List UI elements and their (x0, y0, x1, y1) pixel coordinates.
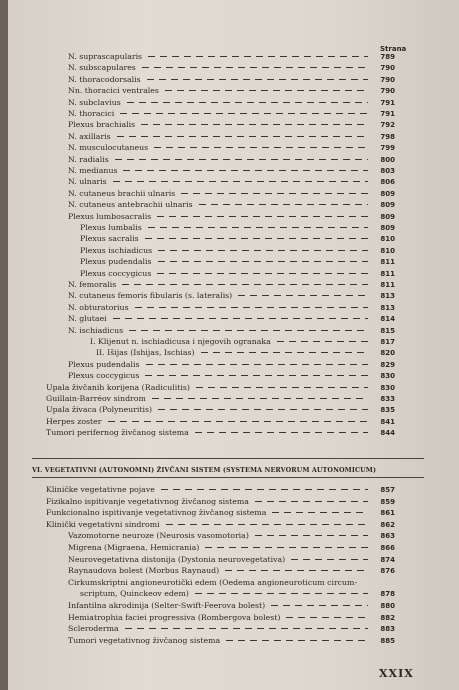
toc-entry (8, 624, 459, 634)
section-divider-bottom (32, 477, 424, 478)
toc-entry (8, 555, 459, 565)
toc-entry (8, 75, 459, 85)
toc-leader-dashes (141, 124, 368, 125)
toc-entry-title: Upala živčanih korijena (Radiculitis) (46, 382, 190, 392)
toc-leader-dashes (127, 102, 368, 103)
toc-entry-title: Plexus lumbalis (80, 223, 142, 232)
toc-entry-title: N. musculocutaneus (68, 143, 149, 153)
toc-leader-dashes (145, 375, 368, 376)
toc-entry (8, 120, 459, 130)
toc-entry (8, 212, 459, 222)
toc-entry (8, 405, 459, 415)
toc-entry-page: 820 (380, 349, 395, 358)
toc-entry (8, 428, 459, 438)
toc-entry (8, 636, 459, 646)
toc-entry-page: 790 (380, 64, 395, 73)
toc-leader-dashes (154, 147, 368, 148)
toc-leader-dashes (152, 398, 368, 399)
toc-entry-title: N. subscapulares (68, 63, 136, 73)
toc-leader-dashes (120, 113, 368, 114)
toc-entry-page: 876 (380, 567, 395, 576)
toc-leader-dashes (165, 90, 368, 91)
toc-leader-dashes (142, 67, 368, 68)
page-number: XXIX (379, 667, 414, 680)
toc-entry-page: 829 (380, 360, 395, 369)
toc-leader-dashes (166, 524, 368, 525)
toc-entry-page: 809 (380, 224, 395, 232)
toc-entry (8, 155, 459, 165)
toc-entry-title: I. Klijenut n. ischiadicusa i njegovih ogranaka (90, 337, 271, 346)
toc-entry-page: 813 (380, 292, 395, 301)
toc-leader-dashes (225, 570, 368, 571)
toc-entry-title: N. cutaneus brachii ulnaris (68, 188, 176, 198)
toc-leader-dashes (271, 605, 368, 606)
toc-entry-title: Plexus lumbosacralis (68, 211, 152, 221)
toc-entry (8, 303, 459, 313)
toc-entry-page: 791 (380, 98, 395, 107)
toc-entry-page: 792 (380, 121, 395, 130)
toc-entry-title: N. suprascapularis (68, 52, 143, 61)
toc-leader-dashes (125, 628, 368, 629)
toc-leader-dashes (199, 204, 368, 205)
toc-entry-page: 883 (380, 625, 395, 634)
toc-leader-dashes (148, 227, 368, 228)
toc-entry-page: 811 (380, 281, 395, 289)
toc-entry-page: 880 (380, 602, 395, 610)
toc-entry-title: Plexus pudendalis (80, 257, 152, 267)
toc-entry-page: 810 (380, 246, 395, 255)
toc-entry-title: Hemiatrophia faciei progressiva (Rombergova bolest) (68, 612, 281, 622)
toc-entry (8, 143, 459, 153)
toc-leader-dashes (226, 640, 368, 641)
toc-entry-page: 885 (380, 636, 395, 645)
toc-entry-page: 882 (380, 613, 395, 622)
toc-leader-dashes (196, 387, 368, 388)
toc-entry (8, 314, 459, 324)
toc-entry-page: 799 (380, 144, 395, 153)
toc-entry (8, 98, 459, 108)
toc-entry (8, 589, 459, 599)
section-heading: VI. VEGETATIVNI (AUTONOMNI) ŽIVČANI SISTEM (SYSTEMA NERVORUM AUTONOMICUM) (32, 466, 377, 474)
toc-leader-dashes (195, 432, 368, 433)
toc-entry-title: Vazomotorne neuroze (Neurosis vasomotoria) (68, 531, 249, 541)
toc-leader-dashes (113, 318, 368, 319)
toc-entry-page: 809 (380, 201, 395, 210)
toc-entry-page: 811 (380, 269, 395, 278)
toc-entry-title: Scleroderma (68, 624, 119, 634)
toc-entry (8, 63, 459, 73)
toc-entry-page: 835 (380, 406, 395, 415)
toc-entry (8, 383, 459, 393)
toc-entry-page: 862 (380, 520, 395, 529)
toc-entry (8, 166, 459, 176)
toc-entry-title: Nn. thoracici ventrales (68, 86, 159, 96)
toc-leader-dashes (291, 559, 368, 560)
toc-entry-title: N. glutaei (68, 314, 107, 324)
toc-entry-title: Infantilna akrodinija (Selter-Swift-Feerova bolest) (68, 601, 266, 610)
toc-entry-page: 806 (380, 178, 395, 187)
toc-entry (8, 566, 459, 576)
toc-entry-page: 815 (380, 326, 395, 335)
toc-entry-page: 878 (380, 590, 395, 599)
toc-entry-page: 817 (380, 338, 395, 346)
toc-leader-dashes (135, 307, 368, 308)
toc-entry (8, 508, 459, 518)
toc-entry-page: 841 (380, 417, 395, 426)
toc-entry-page: 800 (380, 155, 395, 164)
toc-entry-page: 861 (380, 509, 395, 518)
toc-entry-page: 798 (380, 132, 395, 141)
toc-leader-dashes (148, 56, 368, 57)
toc-leader-dashes (255, 501, 368, 502)
toc-entry-title: N. thoracodorsalis (68, 74, 141, 84)
toc-entry (8, 531, 459, 541)
toc-entry (8, 291, 459, 301)
toc-entry (8, 394, 459, 404)
book-page (8, 0, 459, 690)
toc-entry (8, 223, 459, 233)
toc-entry-title: N. radialis (68, 154, 109, 164)
toc-entry-page: 863 (380, 532, 395, 541)
toc-entry-title: Klinički vegetativni sindromi (46, 519, 160, 529)
toc-leader-dashes (122, 284, 368, 285)
toc-entry (8, 520, 459, 530)
toc-leader-dashes (123, 170, 368, 171)
toc-leader-dashes (181, 193, 368, 194)
toc-leader-dashes (146, 364, 368, 365)
toc-entry (8, 326, 459, 336)
toc-entry-title: Plexus sacralis (80, 234, 139, 244)
toc-entry-title: N. cutaneus femoris fibularis (s. lateralis) (68, 291, 233, 301)
toc-entry-page: 789 (380, 53, 395, 61)
toc-entry-title: Kliničke vegetativne pojave (46, 485, 155, 494)
toc-entry-page: 810 (380, 235, 395, 244)
toc-entry-title: Neurovegetativna distonija (Dystonia neurovegetativa) (68, 554, 286, 564)
toc-entry (8, 177, 459, 187)
toc-entry (8, 337, 459, 347)
toc-entry-title: N. ischiadicus (68, 325, 124, 335)
toc-entry (8, 280, 459, 290)
toc-entry-title: Plexus coccygicus (80, 268, 152, 278)
toc-entry-title: N. subclavius (68, 97, 121, 107)
toc-entry-page: 814 (380, 315, 395, 324)
toc-entry-title: Tumori vegetativnog živčanog sistema (68, 635, 221, 645)
toc-entry (8, 234, 459, 244)
toc-leader-dashes (158, 409, 368, 410)
toc-leader-dashes (201, 352, 368, 353)
toc-leader-dashes (158, 261, 368, 262)
toc-entry-title: Plexus ischiadicus (80, 245, 153, 255)
toc-entry-title: N. medianus (68, 166, 118, 175)
toc-leader-dashes (205, 547, 368, 548)
toc-entry-title: Plexus coccygicus (68, 371, 140, 381)
toc-entry-title: Cirkumskriptni angioneurotički edem (Oedema angioneuroticum circum- (68, 577, 358, 587)
toc-entry (8, 109, 459, 119)
toc-leader-dashes (161, 489, 368, 490)
toc-leader-dashes (286, 617, 368, 618)
toc-leader-dashes (115, 159, 368, 160)
toc-entry (8, 269, 459, 279)
toc-entry-title: II. Išijas (Ishijas, Ischias) (96, 348, 195, 358)
toc-entry-title: N. axillaris (68, 131, 111, 141)
toc-entry-page: 830 (380, 383, 395, 392)
toc-entry-title: Plexus brachialis (68, 120, 136, 130)
toc-leader-dashes (108, 421, 368, 422)
toc-entry-title: Upala živaca (Polyneuritis) (46, 405, 153, 415)
toc-entry-page: 844 (380, 429, 395, 438)
toc-entry-title: Migrena (Migraena, Hemicrania) (68, 543, 200, 552)
toc-entry-page: 859 (380, 497, 395, 506)
toc-entry (8, 601, 459, 611)
toc-leader-dashes (195, 593, 368, 594)
toc-entry (8, 246, 459, 256)
toc-entry (8, 257, 459, 267)
toc-entry-title: N. ulnaris (68, 177, 107, 187)
toc-entry-title: Plexus pudendalis (68, 359, 140, 369)
section-divider-top (32, 458, 424, 459)
toc-entry-title: Funkcionalno ispitivanje vegetativnog živčanog sistema (46, 508, 267, 518)
toc-entry-title: Guillain-Barréov sindrom (46, 394, 146, 403)
toc-entry (8, 371, 459, 381)
toc-entry-page: 874 (380, 555, 395, 564)
toc-entry-page: 809 (380, 189, 395, 198)
toc-entry-page: 857 (380, 486, 395, 494)
toc-entry (8, 543, 459, 553)
page-column-header: Strana (380, 45, 407, 53)
toc-entry-title: N. obturatorius (68, 302, 129, 312)
toc-entry-title: N. femoralis (68, 280, 117, 289)
toc-entry (8, 613, 459, 623)
toc-leader-dashes (238, 295, 368, 296)
toc-entry-page: 813 (380, 303, 395, 312)
toc-leader-dashes (272, 512, 368, 513)
toc-entry (8, 417, 459, 427)
toc-entry-page: 866 (380, 544, 395, 552)
toc-leader-dashes (158, 250, 368, 251)
toc-entry-page: 830 (380, 372, 395, 381)
toc-entry-title: Herpes zoster (46, 416, 102, 426)
toc-leader-dashes (157, 216, 368, 217)
toc-entry (8, 52, 459, 62)
toc-entry-title: N. thoracici (68, 109, 115, 118)
toc-entry-page: 811 (380, 258, 395, 267)
toc-leader-dashes (277, 341, 368, 342)
toc-entry-page: 803 (380, 167, 395, 175)
toc-entry (8, 200, 459, 210)
toc-entry-title: Tumori perifernog živčanog sistema (46, 428, 189, 438)
toc-entry-page: 791 (380, 110, 395, 118)
toc-leader-dashes (113, 181, 368, 182)
toc-entry-page: 790 (380, 87, 395, 96)
toc-leader-dashes (157, 273, 368, 274)
toc-entry (8, 497, 459, 507)
toc-leader-dashes (147, 79, 368, 80)
toc-entry (8, 189, 459, 199)
toc-entry (8, 348, 459, 358)
toc-entry-page: 809 (380, 212, 395, 221)
toc-leader-dashes (145, 238, 368, 239)
toc-leader-dashes (129, 330, 368, 331)
toc-entry (8, 86, 459, 96)
toc-entry (8, 485, 459, 495)
toc-entry (8, 578, 459, 588)
toc-entry-title: N. cutaneus antebrachii ulnaris (68, 200, 193, 210)
toc-entry-title: Fizikalno ispitivanje vegetativnog živčanog sistema (46, 496, 249, 506)
toc-entry-page: 833 (380, 395, 395, 403)
toc-entry (8, 360, 459, 370)
toc-leader-dashes (255, 535, 368, 536)
toc-entry (8, 132, 459, 142)
toc-entry-page: 790 (380, 75, 395, 84)
toc-entry-title: Raynaudova bolest (Morbus Raynaud) (68, 566, 220, 576)
toc-leader-dashes (117, 136, 368, 137)
toc-entry-title: scriptum, Quinckeov edem) (80, 589, 189, 599)
